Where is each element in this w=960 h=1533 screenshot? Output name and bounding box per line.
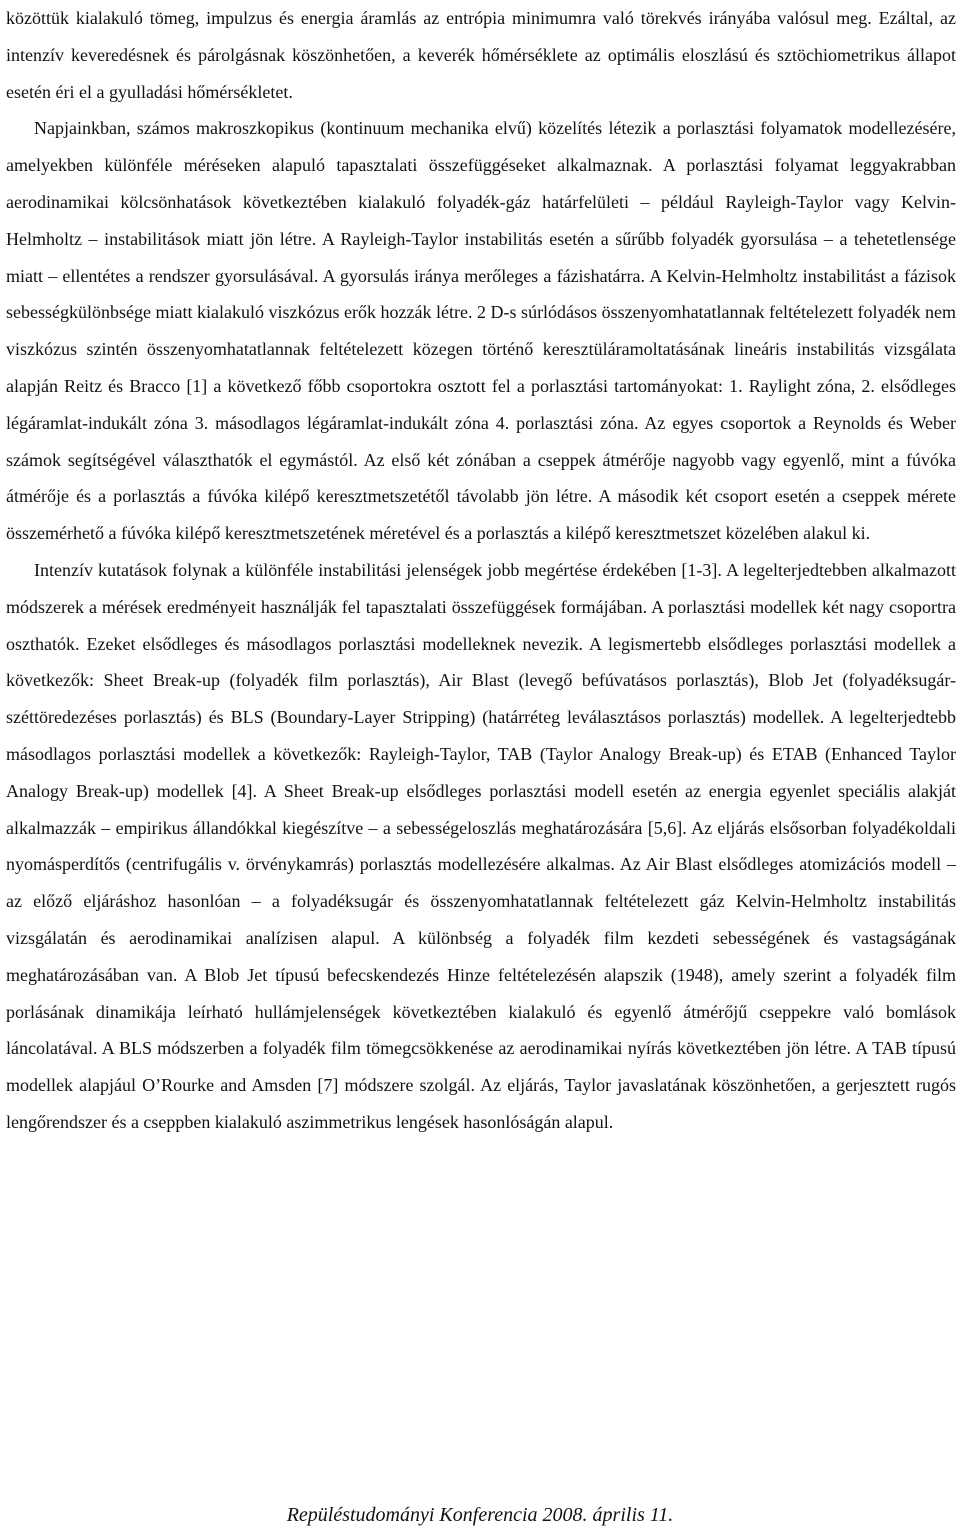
document-body [6, 0, 956, 1141]
page-footer: Repüléstudományi Konferencia 2008. április 11. [286, 1504, 674, 1526]
paragraph-continuation: közöttük kialakuló tömeg, impulzus és energia áramlás az entrópia minimumra való törekvés irányába valósul meg. Ezáltal, az intenzív keveredésnek és párolgásnak köszönhetően, a keverék hőmérséklete az optimális eloszlású és sztöchiometrikus állapot esetén éri el a gyulladási hőmérsékletet. [6, 8, 956, 102]
paragraph-atomization-models: Intenzív kutatások folynak a különféle instabilitási jelenségek jobb megértése érdekében [1-3]. A legelterjedtebben alkalmazott módszerek a mérések eredményeit használják fel tapasztalati összefüggések formájában. A porlasztási modellek két nagy csoportra oszthatók. Ezeket elsődleges és másodlagos porlasztási modelleknek nevezik. A legismertebb elsődleges porlasztási modellek a következők: Sheet Break-up (folyadék film porlasztás), Air Blast (levegő befúvatásos porlasztás), Blob Jet (folyadéksugár-széttöredezéses porlasztás) és BLS (Boundary-Layer Stripping) (határréteg leválasztásos porlasztás) modellek. A legelterjedtebb másodlagos porlasztási modellek a következők: Rayleigh-Taylor, TAB (Taylor Analogy Break-up) és ETAB (Enhanced Taylor Analogy Break-up) modellek [4]. A Sheet Break-up elsődleges porlasztási modell esetén az energia egyenlet speciális alakját alkalmazzák – empirikus állandókkal kiegészítve – a sebességeloszlás meghatározására [5,6]. Az eljárás elsősorban folyadékoldali nyomásperdítős (centrifugális v. örvénykamrás) porlasztás modellezésére alkalmas. Az Air Blast elsődleges atomizációs modell – az előző eljáráshoz hasonlóan – a folyadéksugár és összenyomhatatlannak feltételezett gáz Kelvin-Helmholtz instabilitás vizsgálatán és aerodinamikai analízisen alapul. A különbség a folyadék film kezdeti sebességének és vastagságának meghatározásában van. A Blob Jet típusú befecskendezés Hinze feltételezésén alapszik (1948), amely szerint a folyadék film porlásának dinamikája leírható hullámjelenségek következtében kialakuló és egyenlő átmérőjű cseppekre való bomlások láncolatával. A BLS módszerben a folyadék film tömegcsökkenése az aerodinamikai nyírás következtében jön létre. A TAB típusú modellek alapjául O’Rourke and Amsden [7] módszere szolgál. Az eljárás, Taylor javaslatának köszönhetően, a gerjesztett rugós lengőrendszer és a cseppben kialakuló aszimmetrikus lengések hasonlóságán alapul. [6, 559, 956, 1132]
paragraph-modeling-approaches: Napjainkban, számos makroszkopikus (kontinuum mechanika elvű) közelítés létezik a porlasztási folyamatok modellezésére, amelyekben különféle méréseken alapuló tapasztalati összefüggéseket alkalmaznak. A porlasztási folyamat leggyakrabban aerodinamikai kölcsönhatások következtében kialakuló folyadék-gáz határfelületi – például Rayleigh-Taylor vagy Kelvin-Helmholtz – instabilitások miatt jön létre. A Rayleigh-Taylor instabilitás esetén a sűrűbb folyadék gyorsulása – a tehetetlensége miatt – ellentétes a rendszer gyorsulásával. A gyorsulás iránya merőleges a fázishatárra. A Kelvin-Helmholtz instabilitást a fázisok sebességkülönbsége miatt kialakuló viszkózus erők hozzák létre. 2 D-s súrlódásos összenyomhatatlannak feltételezett folyadék nem viszkózus szintén összenyomhatatlannak feltételezett közegen történő keresztüláramoltatásának lineáris instabilitás vizsgálata alapján Reitz és Bracco [1] a következő főbb csoportokra osztott fel a porlasztási tartományokat: 1. Raylight zóna, 2. elsődleges légáramlat-indukált zóna 3. másodlagos légáramlat-indukált zóna 4. porlasztási zóna. Az egyes csoportok a Reynolds és Weber számok segítségével választhatók el egymástól. Az első két zónában a cseppek átmérője nagyobb vagy egyenlő, mint a fúvóka átmérője és a porlasztás a fúvóka kilépő keresztmetszetétől távolabb jön létre. A második két csoport esetén a cseppek mérete összemérhető a fúvóka kilépő keresztmetszetének méretével és a porlasztás a kilépő keresztmetszet közelében alakul ki. [6, 118, 956, 544]
